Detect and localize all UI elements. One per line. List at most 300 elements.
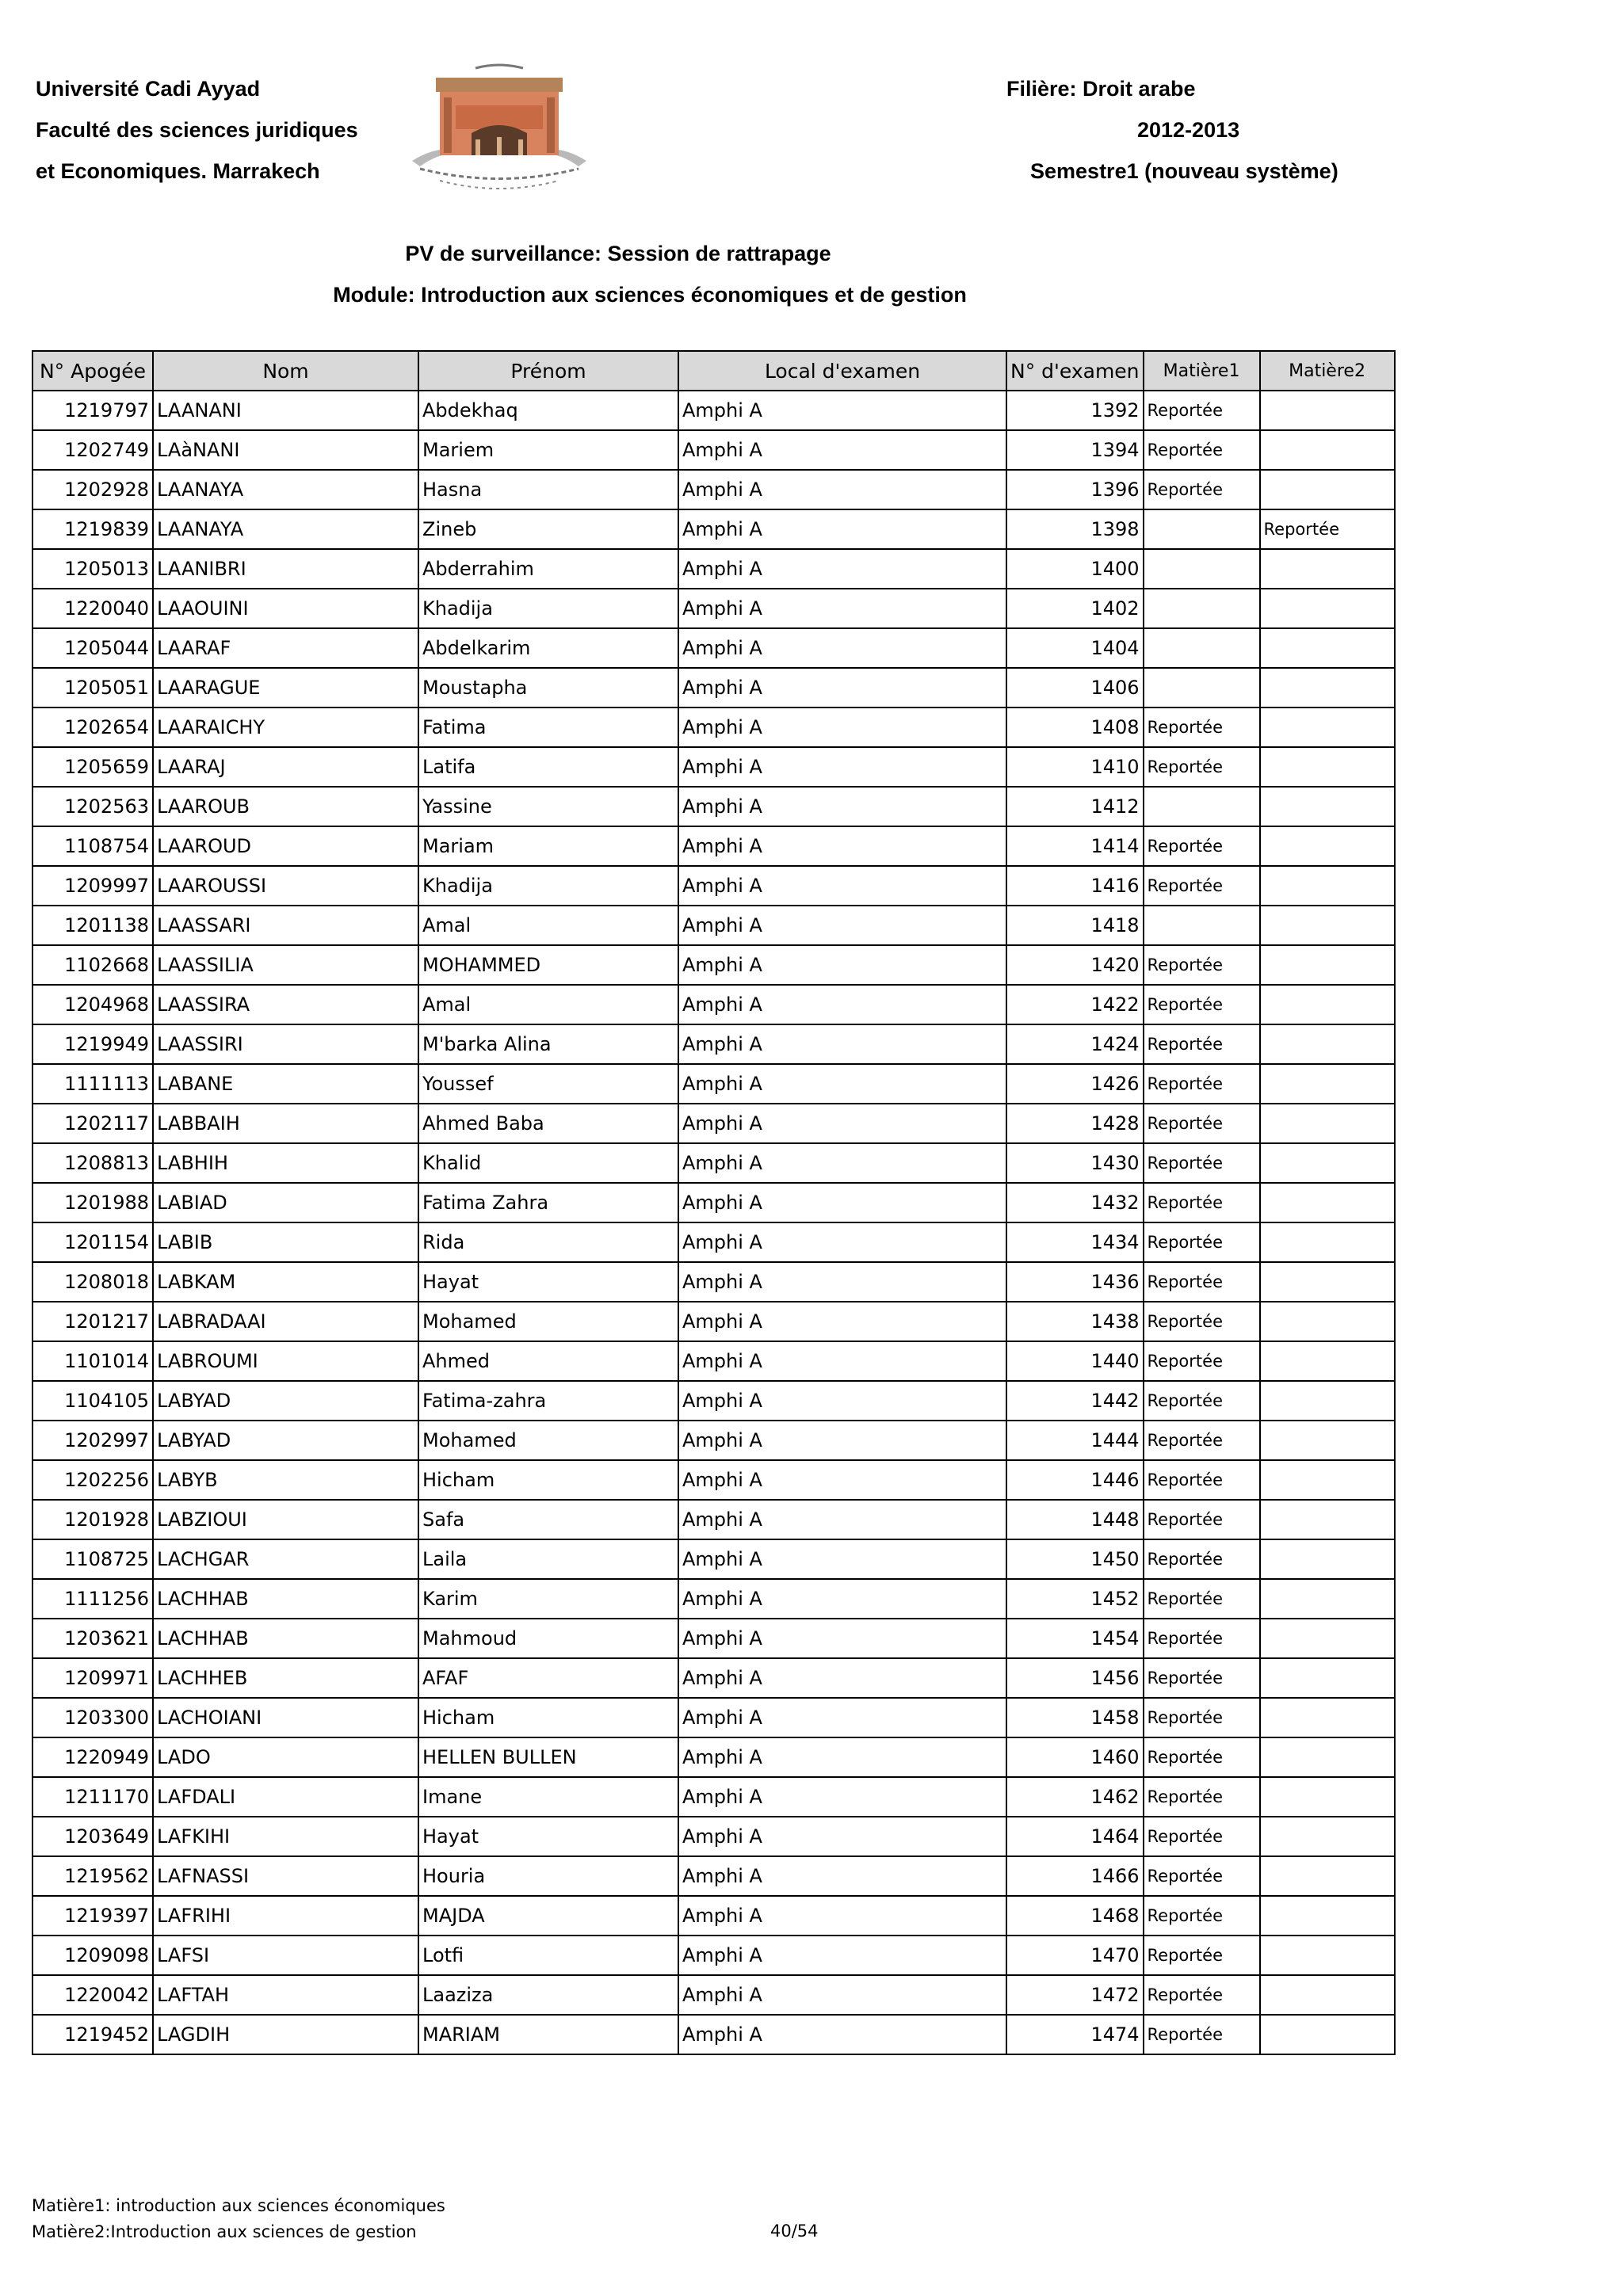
cell-nom: LAAROUD (153, 826, 418, 866)
cell-matiere2 (1260, 1539, 1395, 1579)
cell-matiere1: Reportée (1144, 470, 1260, 509)
cell-matiere2 (1260, 549, 1395, 589)
cell-matiere1: Reportée (1144, 1262, 1260, 1302)
col-nom: Nom (153, 351, 418, 391)
cell-prenom: AFAF (418, 1658, 678, 1698)
cell-nom: LAAROUSSI (153, 866, 418, 906)
cell-local: Amphi A (678, 787, 1006, 826)
cell-prenom: Houria (418, 1856, 678, 1896)
cell-prenom: Laaziza (418, 1975, 678, 2015)
table-row (32, 1500, 1395, 1539)
cell-matiere2 (1260, 707, 1395, 747)
cell-prenom: Rida (418, 1222, 678, 1262)
cell-local: Amphi A (678, 2015, 1006, 2054)
cell-nom: LABRADAAI (153, 1302, 418, 1341)
cell-matiere2 (1260, 866, 1395, 906)
cell-nom: LABYB (153, 1460, 418, 1500)
cell-apogee: 1219839 (32, 509, 153, 549)
cell-matiere2 (1260, 391, 1395, 430)
cell-apogee: 1220949 (32, 1737, 153, 1777)
cell-prenom: Moustapha (418, 668, 678, 707)
cell-local: Amphi A (678, 866, 1006, 906)
cell-apogee: 1209971 (32, 1658, 153, 1698)
cell-apogee: 1208018 (32, 1262, 153, 1302)
cell-exam-number: 1438 (1006, 1302, 1144, 1341)
cell-exam-number: 1402 (1006, 589, 1144, 628)
table-row (32, 668, 1395, 707)
cell-apogee: 1219562 (32, 1856, 153, 1896)
cell-matiere2 (1260, 787, 1395, 826)
cell-apogee: 1219452 (32, 2015, 153, 2054)
cell-apogee: 1104105 (32, 1381, 153, 1421)
cell-exam-number: 1424 (1006, 1024, 1144, 1064)
cell-prenom: Lotfi (418, 1936, 678, 1975)
cell-matiere1 (1144, 787, 1260, 826)
cell-prenom: Imane (418, 1777, 678, 1817)
cell-matiere1: Reportée (1144, 391, 1260, 430)
cell-prenom: Ahmed (418, 1341, 678, 1381)
cell-matiere1: Reportée (1144, 866, 1260, 906)
cell-matiere2 (1260, 1381, 1395, 1421)
cell-local: Amphi A (678, 1064, 1006, 1104)
cell-prenom: Abderrahim (418, 549, 678, 589)
cell-nom: LABROUMI (153, 1341, 418, 1381)
cell-matiere1: Reportée (1144, 1539, 1260, 1579)
cell-nom: LAFRIHI (153, 1896, 418, 1936)
cell-apogee: 1205051 (32, 668, 153, 707)
cell-prenom: MARIAM (418, 2015, 678, 2054)
cell-nom: LAASSARI (153, 906, 418, 945)
cell-matiere1: Reportée (1144, 1222, 1260, 1262)
cell-local: Amphi A (678, 1579, 1006, 1619)
cell-matiere1: Reportée (1144, 1421, 1260, 1460)
cell-exam-number: 1414 (1006, 826, 1144, 866)
cell-local: Amphi A (678, 1500, 1006, 1539)
cell-local: Amphi A (678, 668, 1006, 707)
table-row (32, 1856, 1395, 1896)
cell-prenom: Hasna (418, 470, 678, 509)
table-row (32, 747, 1395, 787)
cell-matiere2 (1260, 1500, 1395, 1539)
table-row (32, 866, 1395, 906)
cell-exam-number: 1392 (1006, 391, 1144, 430)
cell-prenom: Abdelkarim (418, 628, 678, 668)
cell-prenom: Hayat (418, 1262, 678, 1302)
cell-local: Amphi A (678, 430, 1006, 470)
cell-apogee: 1202256 (32, 1460, 153, 1500)
cell-local: Amphi A (678, 1698, 1006, 1737)
document-titles (238, 239, 1062, 322)
cell-matiere1: Reportée (1144, 1460, 1260, 1500)
cell-exam-number: 1410 (1006, 747, 1144, 787)
cell-local: Amphi A (678, 1936, 1006, 1975)
cell-exam-number: 1468 (1006, 1896, 1144, 1936)
table-row (32, 1777, 1395, 1817)
cell-matiere2 (1260, 1579, 1395, 1619)
page-number: 40/54 (770, 2222, 819, 2241)
cell-matiere2 (1260, 470, 1395, 509)
cell-matiere2 (1260, 826, 1395, 866)
cell-local: Amphi A (678, 391, 1006, 430)
cell-matiere2 (1260, 430, 1395, 470)
cell-apogee: 1108725 (32, 1539, 153, 1579)
cell-local: Amphi A (678, 470, 1006, 509)
cell-prenom: Amal (418, 906, 678, 945)
table-row (32, 1302, 1395, 1341)
cell-prenom: Fatima Zahra (418, 1183, 678, 1222)
cell-apogee: 1205659 (32, 747, 153, 787)
university-logo (396, 62, 602, 196)
cell-matiere1: Reportée (1144, 1737, 1260, 1777)
table-row (32, 707, 1395, 747)
cell-nom: LABYAD (153, 1381, 418, 1421)
cell-prenom: M'barka Alina (418, 1024, 678, 1064)
cell-exam-number: 1446 (1006, 1460, 1144, 1500)
cell-matiere1: Reportée (1144, 1024, 1260, 1064)
cell-local: Amphi A (678, 1460, 1006, 1500)
cell-exam-number: 1428 (1006, 1104, 1144, 1143)
cell-matiere2 (1260, 1064, 1395, 1104)
legend (32, 2196, 445, 2248)
cell-exam-number: 1452 (1006, 1579, 1144, 1619)
cell-prenom: Mahmoud (418, 1619, 678, 1658)
cell-matiere1: Reportée (1144, 1143, 1260, 1183)
cell-prenom: Fatima-zahra (418, 1381, 678, 1421)
cell-apogee: 1111113 (32, 1064, 153, 1104)
cell-prenom: Yassine (418, 787, 678, 826)
cell-nom: LAGDIH (153, 2015, 418, 2054)
table-row (32, 1896, 1395, 1936)
table-row (32, 1658, 1395, 1698)
cell-nom: LABHIH (153, 1143, 418, 1183)
cell-apogee: 1208813 (32, 1143, 153, 1183)
cell-apogee: 1202654 (32, 707, 153, 747)
cell-local: Amphi A (678, 1183, 1006, 1222)
cell-prenom: Amal (418, 985, 678, 1024)
cell-nom: LABANE (153, 1064, 418, 1104)
cell-exam-number: 1460 (1006, 1737, 1144, 1777)
cell-matiere1 (1144, 906, 1260, 945)
legend-matiere1: Matière1: introduction aux sciences économiques (32, 2196, 445, 2215)
cell-apogee: 1201138 (32, 906, 153, 945)
cell-apogee: 1201988 (32, 1183, 153, 1222)
cell-local: Amphi A (678, 1341, 1006, 1381)
table-row (32, 826, 1395, 866)
cell-matiere1: Reportée (1144, 707, 1260, 747)
cell-local: Amphi A (678, 509, 1006, 549)
cell-apogee: 1101014 (32, 1341, 153, 1381)
cell-exam-number: 1462 (1006, 1777, 1144, 1817)
cell-apogee: 1202997 (32, 1421, 153, 1460)
cell-apogee: 1220040 (32, 589, 153, 628)
cell-nom: LAàNANI (153, 430, 418, 470)
cell-exam-number: 1454 (1006, 1619, 1144, 1658)
col-apogee: N° Apogée (32, 351, 153, 391)
cell-nom: LAFKIHI (153, 1817, 418, 1856)
table-row (32, 945, 1395, 985)
cell-local: Amphi A (678, 1619, 1006, 1658)
table-row (32, 589, 1395, 628)
cell-exam-number: 1466 (1006, 1856, 1144, 1896)
cell-apogee: 1219949 (32, 1024, 153, 1064)
cell-local: Amphi A (678, 826, 1006, 866)
table-row (32, 985, 1395, 1024)
cell-nom: LAAOUINI (153, 589, 418, 628)
cell-apogee: 1203649 (32, 1817, 153, 1856)
cell-matiere1: Reportée (1144, 1658, 1260, 1698)
cell-matiere2 (1260, 945, 1395, 985)
table-row (32, 1143, 1395, 1183)
cell-exam-number: 1420 (1006, 945, 1144, 985)
cell-matiere2 (1260, 1737, 1395, 1777)
cell-apogee: 1111256 (32, 1579, 153, 1619)
cell-matiere1: Reportée (1144, 1936, 1260, 1975)
cell-prenom: Mohamed (418, 1421, 678, 1460)
cell-matiere1: Reportée (1144, 2015, 1260, 2054)
cell-apogee: 1202563 (32, 787, 153, 826)
legend-matiere2: Matière2:Introduction aux sciences de gestion (32, 2222, 417, 2241)
cell-prenom: Hayat (418, 1817, 678, 1856)
cell-matiere2 (1260, 1698, 1395, 1737)
students-table (32, 350, 1396, 2055)
cell-apogee: 1203621 (32, 1619, 153, 1658)
table-row (32, 1421, 1395, 1460)
cell-nom: LABIB (153, 1222, 418, 1262)
cell-nom: LAARAF (153, 628, 418, 668)
cell-local: Amphi A (678, 1737, 1006, 1777)
cell-matiere2 (1260, 906, 1395, 945)
pv-title: PV de surveillance: Session de rattrapage (405, 242, 831, 265)
cell-nom: LAASSIRA (153, 985, 418, 1024)
cell-apogee: 1201217 (32, 1302, 153, 1341)
cell-local: Amphi A (678, 549, 1006, 589)
cell-matiere2 (1260, 1975, 1395, 2015)
table-row (32, 430, 1395, 470)
cell-prenom: Zineb (418, 509, 678, 549)
cell-apogee: 1201154 (32, 1222, 153, 1262)
cell-prenom: Youssef (418, 1064, 678, 1104)
cell-exam-number: 1406 (1006, 668, 1144, 707)
cell-apogee: 1205044 (32, 628, 153, 668)
cell-local: Amphi A (678, 1302, 1006, 1341)
cell-matiere2 (1260, 1421, 1395, 1460)
cell-apogee: 1108754 (32, 826, 153, 866)
cell-nom: LAASSILIA (153, 945, 418, 985)
cell-exam-number: 1450 (1006, 1539, 1144, 1579)
cell-prenom: Ahmed Baba (418, 1104, 678, 1143)
cell-exam-number: 1434 (1006, 1222, 1144, 1262)
table-row (32, 470, 1395, 509)
cell-local: Amphi A (678, 1381, 1006, 1421)
module-title: Module: Introduction aux sciences économiques et de gestion (333, 283, 967, 307)
cell-prenom: Karim (418, 1579, 678, 1619)
cell-nom: LACHOIANI (153, 1698, 418, 1737)
cell-nom: LACHHAB (153, 1619, 418, 1658)
cell-matiere1: Reportée (1144, 1183, 1260, 1222)
cell-nom: LAFSI (153, 1936, 418, 1975)
cell-local: Amphi A (678, 1143, 1006, 1183)
cell-exam-number: 1396 (1006, 470, 1144, 509)
table-row (32, 1698, 1395, 1737)
cell-prenom: MAJDA (418, 1896, 678, 1936)
university-name: Université Cadi Ayyad (36, 77, 261, 101)
cell-local: Amphi A (678, 1975, 1006, 2015)
cell-matiere2 (1260, 1856, 1395, 1896)
cell-apogee: 1202749 (32, 430, 153, 470)
cell-nom: LAFTAH (153, 1975, 418, 2015)
cell-exam-number: 1432 (1006, 1183, 1144, 1222)
table-row (32, 1262, 1395, 1302)
cell-apogee: 1102668 (32, 945, 153, 985)
cell-local: Amphi A (678, 1539, 1006, 1579)
table-row (32, 1381, 1395, 1421)
cell-matiere1 (1144, 589, 1260, 628)
table-row (32, 628, 1395, 668)
cell-nom: LAANANI (153, 391, 418, 430)
table-row (32, 1619, 1395, 1658)
cell-prenom: Safa (418, 1500, 678, 1539)
cell-apogee: 1219397 (32, 1896, 153, 1936)
cell-apogee: 1202928 (32, 470, 153, 509)
cell-nom: LAARAICHY (153, 707, 418, 747)
table-body (32, 391, 1395, 2054)
cell-nom: LABIAD (153, 1183, 418, 1222)
cell-apogee: 1209997 (32, 866, 153, 906)
cell-matiere1 (1144, 549, 1260, 589)
table-row (32, 1460, 1395, 1500)
cell-matiere2 (1260, 1183, 1395, 1222)
cell-apogee: 1219797 (32, 391, 153, 430)
cell-matiere1: Reportée (1144, 1619, 1260, 1658)
cell-prenom: Fatima (418, 707, 678, 747)
table-row (32, 2015, 1395, 2054)
table-row (32, 1936, 1395, 1975)
cell-exam-number: 1408 (1006, 707, 1144, 747)
cell-apogee: 1205013 (32, 549, 153, 589)
cell-exam-number: 1398 (1006, 509, 1144, 549)
table-row (32, 1817, 1395, 1856)
cell-prenom: Mariem (418, 430, 678, 470)
cell-local: Amphi A (678, 1421, 1006, 1460)
cell-prenom: Hicham (418, 1460, 678, 1500)
table-row (32, 1064, 1395, 1104)
cell-matiere2 (1260, 1896, 1395, 1936)
table-row (32, 1579, 1395, 1619)
cell-nom: LADO (153, 1737, 418, 1777)
cell-matiere2 (1260, 589, 1395, 628)
cell-exam-number: 1418 (1006, 906, 1144, 945)
table-row (32, 906, 1395, 945)
cell-nom: LAASSIRI (153, 1024, 418, 1064)
cell-matiere1: Reportée (1144, 1381, 1260, 1421)
cell-matiere1 (1144, 509, 1260, 549)
cell-matiere2 (1260, 1817, 1395, 1856)
cell-matiere1: Reportée (1144, 1302, 1260, 1341)
cell-matiere2 (1260, 1302, 1395, 1341)
cell-apogee: 1201928 (32, 1500, 153, 1539)
col-prenom: Prénom (418, 351, 678, 391)
cell-local: Amphi A (678, 747, 1006, 787)
cell-exam-number: 1440 (1006, 1341, 1144, 1381)
cell-apogee: 1211170 (32, 1777, 153, 1817)
cell-matiere1: Reportée (1144, 1817, 1260, 1856)
academic-year: 2012-2013 (1137, 118, 1240, 142)
institution-block (36, 76, 358, 200)
cell-exam-number: 1404 (1006, 628, 1144, 668)
cell-matiere2 (1260, 1460, 1395, 1500)
cell-exam-number: 1422 (1006, 985, 1144, 1024)
cell-nom: LAARAGUE (153, 668, 418, 707)
cell-matiere2 (1260, 628, 1395, 668)
cell-matiere1: Reportée (1144, 430, 1260, 470)
cell-matiere1: Reportée (1144, 1777, 1260, 1817)
table-row (32, 787, 1395, 826)
cell-exam-number: 1444 (1006, 1421, 1144, 1460)
cell-local: Amphi A (678, 628, 1006, 668)
table-row (32, 1024, 1395, 1064)
cell-exam-number: 1436 (1006, 1262, 1144, 1302)
cell-prenom: Khadija (418, 866, 678, 906)
col-exam-number: N° d'examen (1006, 351, 1144, 391)
cell-local: Amphi A (678, 945, 1006, 985)
cell-local: Amphi A (678, 1658, 1006, 1698)
cell-apogee: 1209098 (32, 1936, 153, 1975)
filiere-label: Filière: Droit arabe (1006, 77, 1196, 101)
cell-matiere1: Reportée (1144, 826, 1260, 866)
cell-exam-number: 1394 (1006, 430, 1144, 470)
cell-matiere2 (1260, 1104, 1395, 1143)
faculty-name: Faculté des sciences juridiques (36, 118, 358, 142)
cell-exam-number: 1400 (1006, 549, 1144, 589)
cell-matiere1: Reportée (1144, 1698, 1260, 1737)
cell-local: Amphi A (678, 1856, 1006, 1896)
cell-local: Amphi A (678, 1024, 1006, 1064)
cell-matiere2 (1260, 1222, 1395, 1262)
cell-prenom: Mohamed (418, 1302, 678, 1341)
cell-local: Amphi A (678, 985, 1006, 1024)
table-row (32, 1975, 1395, 2015)
cell-nom: LAANIBRI (153, 549, 418, 589)
cell-prenom: Laila (418, 1539, 678, 1579)
cell-prenom: Abdekhaq (418, 391, 678, 430)
table-row (32, 509, 1395, 549)
cell-local: Amphi A (678, 1222, 1006, 1262)
cell-nom: LAAROUB (153, 787, 418, 826)
faculty-city: et Economiques. Marrakech (36, 159, 320, 183)
cell-exam-number: 1474 (1006, 2015, 1144, 2054)
table-row (32, 1737, 1395, 1777)
cell-nom: LACHGAR (153, 1539, 418, 1579)
semester-label: Semestre1 (nouveau système) (1030, 159, 1338, 183)
cell-local: Amphi A (678, 589, 1006, 628)
cell-prenom: Hicham (418, 1698, 678, 1737)
cell-prenom: Khadija (418, 589, 678, 628)
cell-matiere2 (1260, 1777, 1395, 1817)
cell-local: Amphi A (678, 1104, 1006, 1143)
cell-matiere1: Reportée (1144, 985, 1260, 1024)
cell-matiere1: Reportée (1144, 1579, 1260, 1619)
cell-prenom: Latifa (418, 747, 678, 787)
cell-nom: LACHHAB (153, 1579, 418, 1619)
col-matiere1: Matière1 (1144, 351, 1260, 391)
cell-matiere2 (1260, 1658, 1395, 1698)
cell-matiere2 (1260, 985, 1395, 1024)
cell-matiere2 (1260, 668, 1395, 707)
table-row (32, 1104, 1395, 1143)
cell-matiere1: Reportée (1144, 1500, 1260, 1539)
table-header-row (32, 351, 1395, 391)
cell-apogee: 1202117 (32, 1104, 153, 1143)
